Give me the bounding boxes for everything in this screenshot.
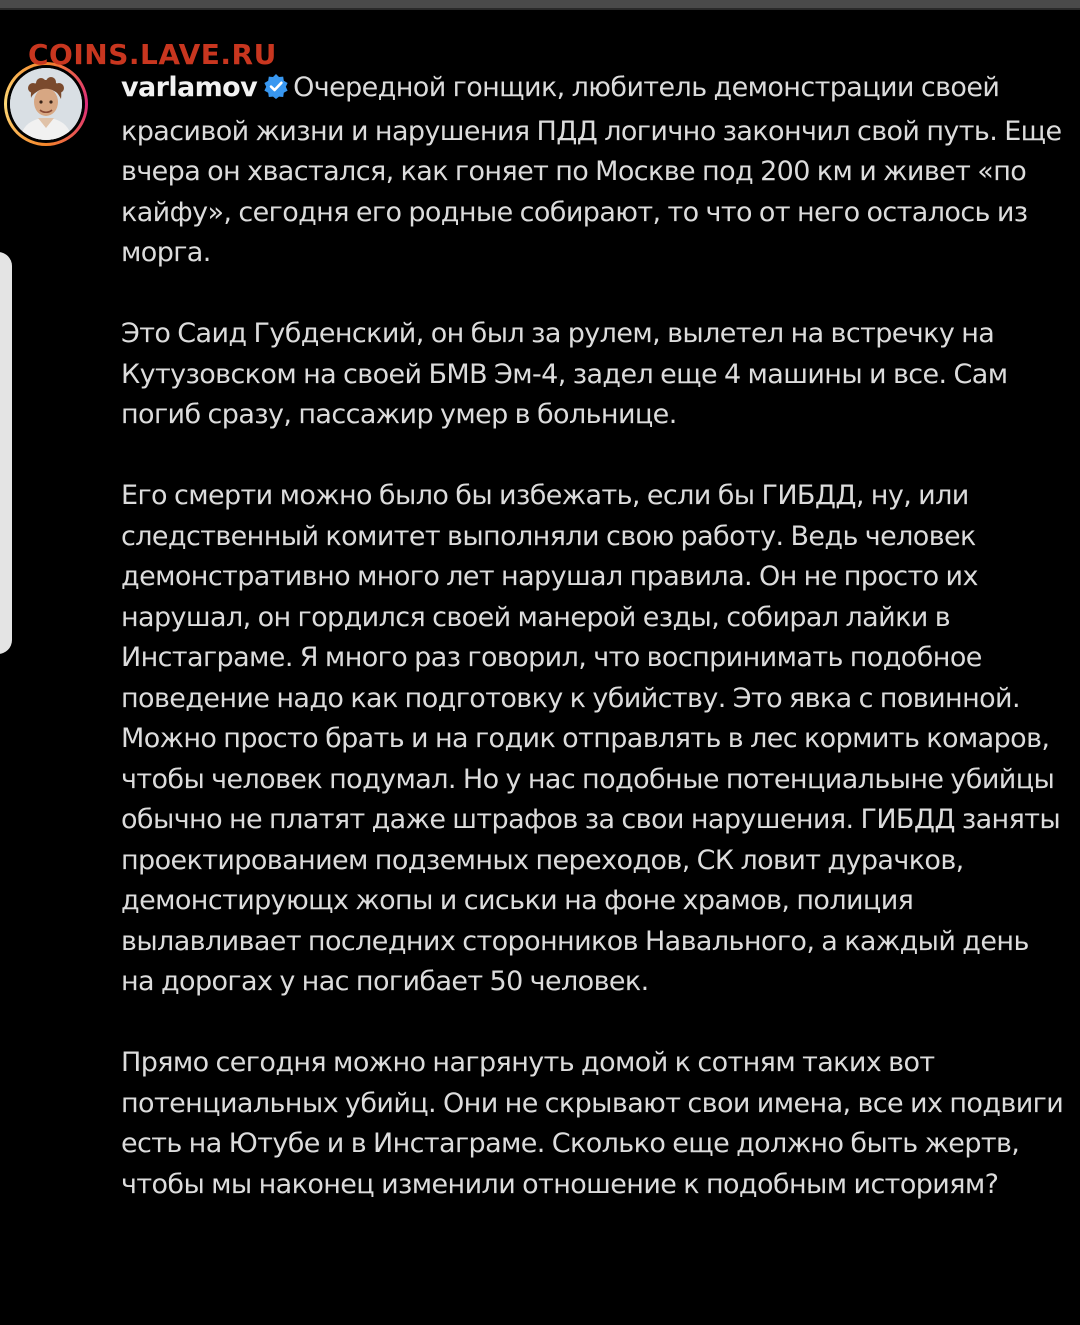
avatar[interactable] <box>10 68 82 140</box>
side-drag-handle[interactable] <box>0 252 12 654</box>
username-link[interactable]: varlamov <box>121 72 258 103</box>
caption-paragraph: Его смерти можно было бы избежать, если бы ГИБДД, ну, или следственный комитет выполняли свою работу. Ведь человек демонстративно много лет нарушал правила. Он не просто их нарушал, он гордился своей манерой езды, собирал лайки в Инстаграме. Я много раз говорил, что воспринимать подобное поведение надо как подготовку к убийству. Это явка с повинной. Можно просто брать и на годик отправлять в лес кормить комаров, чтобы человек подумал. Но у нас подобные потенциальыне убийцы обычно не платят даже штрафов за свои нарушения. ГИБДД заняты проектированием подземных переходов, СК ловит дурачков, демонстирующх жопы и сиськи на фоне храмов, полиция вылавливает последних сторонников Навального, а каждый день на дорогах у нас погибает 50 человек. <box>121 480 1061 997</box>
profile-photo-icon <box>10 68 82 140</box>
story-ring[interactable] <box>4 62 88 146</box>
top-edge <box>0 0 1080 8</box>
caption-paragraph: Прямо сегодня можно нагрянуть домой к сотням таких вот потенциальных убийц. Они не скрывают свои имена, все их подвиги есть на Ютубе и в Инстаграме. Сколько еще должно быть жертв, чтобы мы наконец изменили отношение к подобным историям? <box>121 1047 1064 1200</box>
post-caption <box>121 68 1066 1205</box>
avatar-gap <box>7 65 85 143</box>
caption-paragraph: Это Саид Губденский, он был за рулем, вылетел на встречку на Кутузовском на своей БМВ Эм-4, задел еще 4 машины и все. Сам погиб сразу, пассажир умер в больнице. <box>121 318 1008 430</box>
watermark: COINS.LAVE.RU <box>28 38 277 71</box>
top-edge-divider <box>0 8 1080 10</box>
caption-text: Очередной гонщик, любитель демонстрации своей красивой жизни и нарушения ПДД логично закончил свой путь. Еще вчера он хвастался, как гоняет по Москве под 200 км и живет «по кайфу», сегодня его родные собирают, то что от него осталось из морга. <box>121 72 1062 268</box>
caption-paragraph <box>121 68 1066 274</box>
verified-badge-icon <box>263 71 289 112</box>
